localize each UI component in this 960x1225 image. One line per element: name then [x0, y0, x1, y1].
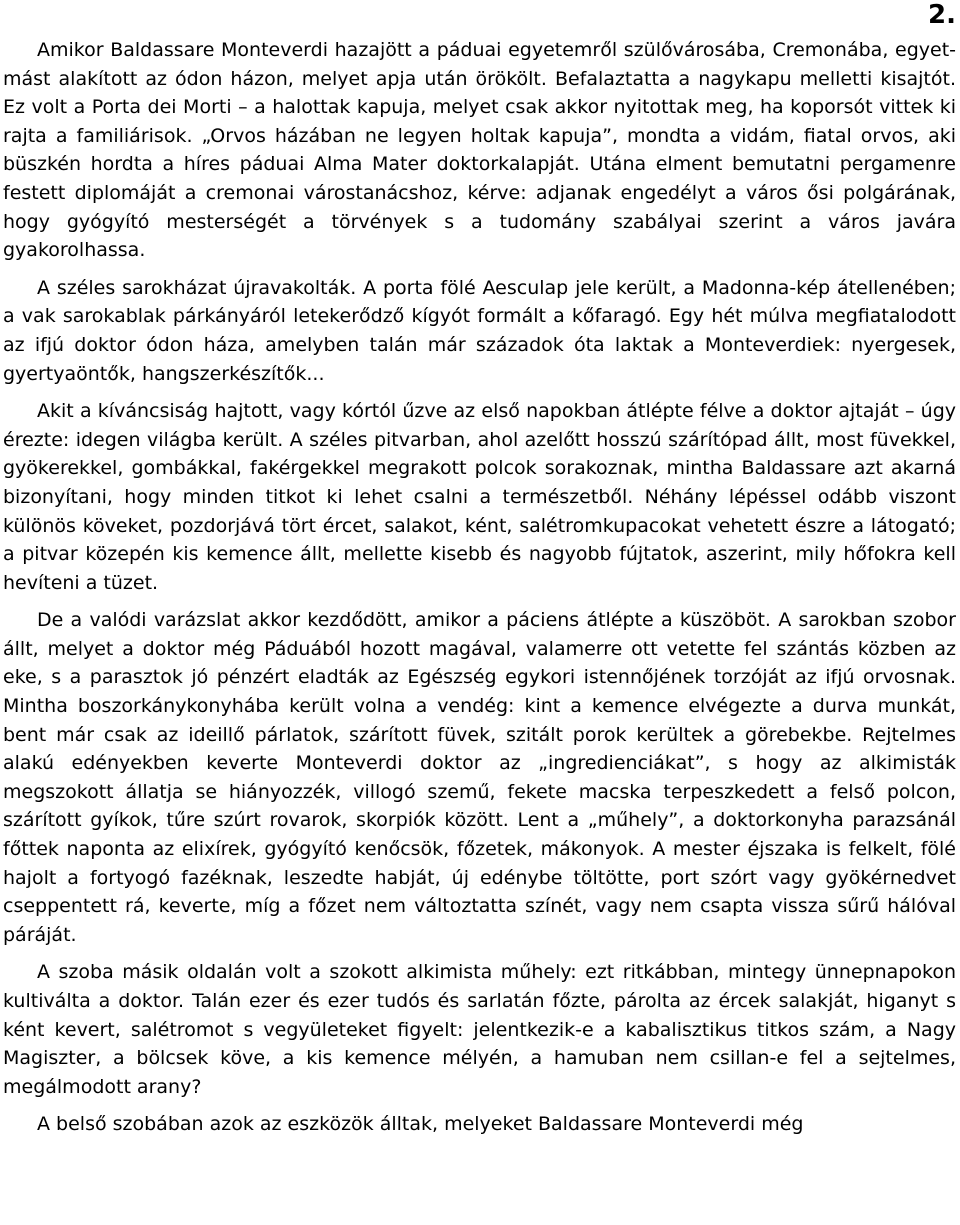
- document-page: [3, 0, 956, 1139]
- paragraph-4: De a valódi varázslat akkor kezdődött, amikor a páciens átlépte a küszöböt. A sarokban szobor állt, melyet a doktor még Páduából hozott magával, valamerre ott vetette fel szántás közben az eke, s a parasztok jó pénzért eladták az Egészség egykori istennőjének torzóját az ifjú orvosnak. Mintha boszorkánykonyhába került volna a vendég: kint a kemence elvégezte a durva munkát, bent már csak az ideillő párlatok, szárított füvek, szitált porok kerültek a görebekbe. Rejtelmes alakú edényekben keverte Monteverdi doktor az „ingredienciákat”, s hogy az alkimisták megszokott állatja se hiányozzék, villogó szemű, fekete macska terpeszkedett a felső polcon, szárított gyíkok, tűre szúrt rovarok, skorpiók között. Lent a „műhely”, a doktorkonyha parazsánál főttek naponta az elixírek, gyógyító kenőcsök, főzetek, mákonyok. A mester éjszaka is felkelt, fölé hajolt a fortyogó fazéknak, leszedte habját, új edénybe töltötte, port szórt vagy gyökérnedvet cseppentett rá, keverte, míg a főzet nem változtatta színét, vagy nem csapta vissza sűrű hálóval páráját.: [3, 609, 956, 946]
- paragraph-gap: [3, 1101, 956, 1110]
- paragraph-gap: [3, 265, 956, 274]
- paragraph-3: Akit a kíváncsiság hajtott, vagy kórtól űzve az első napokban átlépte félve a doktor ajtaját – úgy érezte: idegen világba került. A széles pitvarban, ahol azelőtt hosszú szárítópad állt, most füvekkel, gyökerekkel, gombákkal, fakérgekkel megrakott polcok sorakoznak, mintha Baldassare azt akarná bizonyítani, hogy minden titkot ki lehet csalni a természetből. Néhány lépéssel odább viszont különös köveket, pozdorjává tört ércet, salakot, ként, salétromkupacokat vehetett észre a látogató; a pitvar közepén kis kemence állt, mellette kisebb és nagyobb fújtatok, aszerint, mily hőfokra kell hevíteni a tüzet.: [3, 400, 956, 594]
- paragraph-gap: [3, 388, 956, 397]
- paragraph-1: Amikor Baldassare Monteverdi hazajött a páduai egyetemről szülővárosába, Cremonába, egyet-mást alakított az ódon házon, melyet apja után örökölt. Befalaztatta a nagykapu melletti kisajtót. Ez volt a Porta dei Morti – a halottak kapuja, melyet csak akkor nyitottak meg, ha koporsót vittek ki rajta a familiárisok. „Orvos házában ne legyen holtak kapuja”, mondta a vidám, fiatal orvos, aki büszkén hordta a híres páduai Alma Mater doktorkalapját. Utána elment bemutatni pergamenre festett diplomáját a cremonai várostanácshoz, kérve: adjanak engedélyt a város ősi polgárának, hogy gyógyító mesterségét a törvények s a tudomány szabályai szerint a város javára gyakorolhassa.: [3, 39, 956, 262]
- paragraph-5: A szoba másik oldalán volt a szokott alkimista műhely: ezt ritkábban, mintegy ünnepnapokon kultiválta a doktor. Talán ezer és ezer tudós és sarlatán főzte, párolta az ércek salakját, higanyt s ként kevert, salétromot s vegyületeket figyelt: jelentkezik-e a kabalisztikus titkos szám, a Nagy Magiszter, a bölcsek köve, a kis kemence mélyén, a hamuban nem csillan-e fel a sejtelmes, megálmodott arany?: [3, 961, 956, 1098]
- paragraph-gap: [3, 597, 956, 606]
- paragraph-6: A belső szobában azok az eszközök álltak, melyeket Baldassare Monteverdi még: [37, 1113, 804, 1136]
- paragraph-2: A széles sarokházat újravakolták. A porta fölé Aesculap jele került, a Madonna-kép átellenében; a vak sarokablak párkányáról letekerődző kígyót formált a kőfaragó. Egy hét múlva megfiatalodott az ifjú doktor ódon háza, amelyben talán már századok óta laktak a Monteverdiek: nyergesek, gyertyaöntők, hangszerkészítők...: [3, 276, 956, 385]
- chapter-number: 2.: [928, 0, 956, 30]
- paragraph-gap: [3, 949, 956, 958]
